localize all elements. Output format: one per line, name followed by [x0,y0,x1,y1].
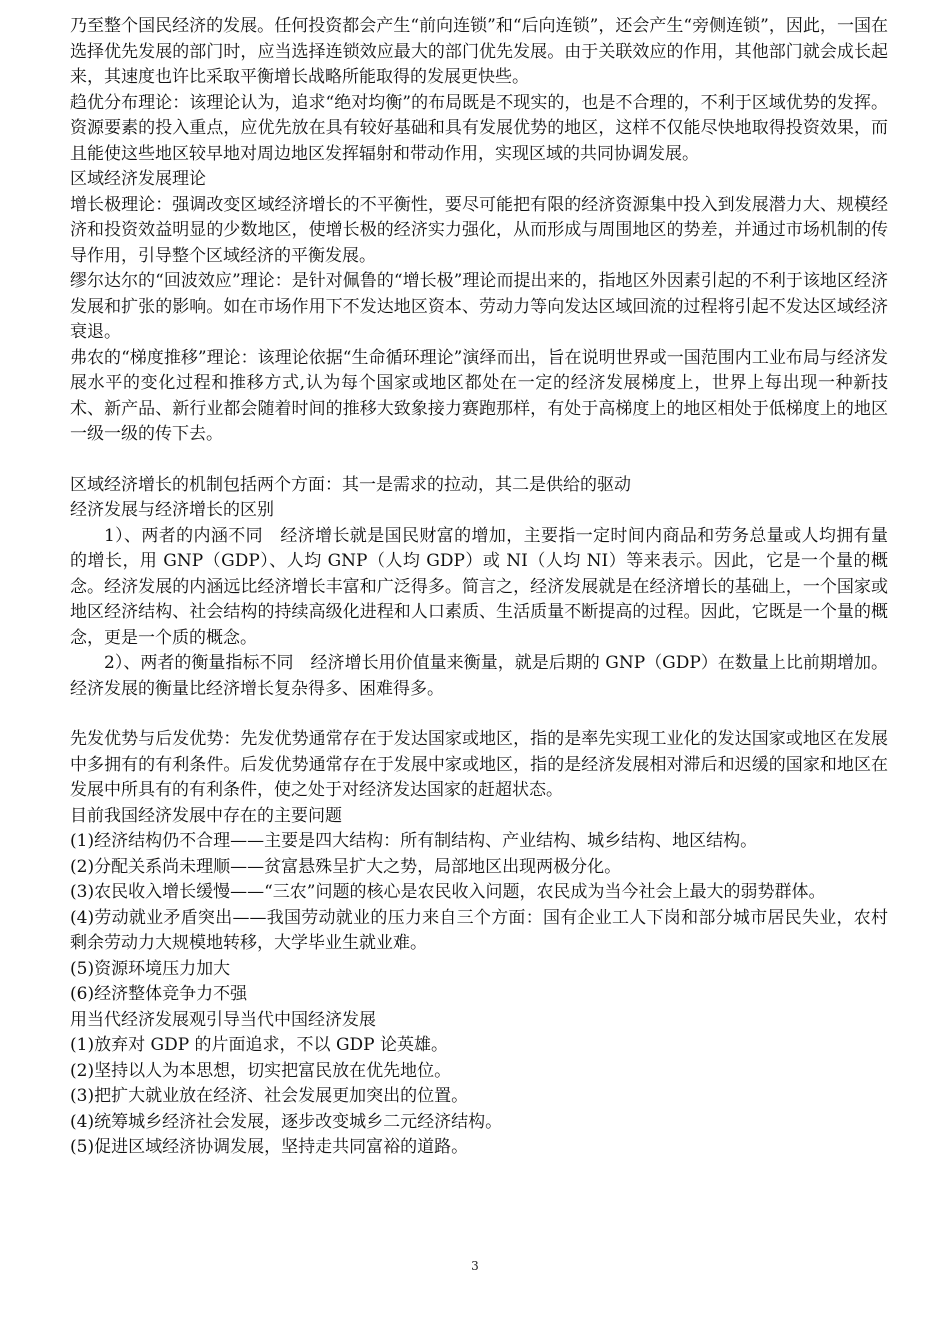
heading-regional-economic-theory: 区域经济发展理论 [70,169,206,189]
list-item-problem-4: (4)劳动就业矛盾突出——我国劳动就业的压力来自三个方面：国有企业工人下岗和部分城市居民失业，农村剩余劳动力大规模地转移，大学毕业生就业难。 [70,907,888,953]
list-item-guidance-4: (4)统筹城乡经济社会发展，逐步改变城乡二元经济结构。 [70,1111,503,1132]
paragraph-growth-pole-theory: 增长极理论：强调改变区域经济增长的不平衡性，要尽可能把有限的经济资源集中投入到发展潜力大、规模经济和投资效益明显的少数地区，使增长极的经济实力强化，从而形成与周围地区的势差，并通过市场机制的传导作用，引导整个区域经济的平衡发展。 [70,194,888,266]
page-number: 3 [471,1259,479,1273]
list-item-problem-2: (2)分配关系尚未理顺——贫富悬殊呈扩大之势，局部地区出现两极分化。 [70,856,622,877]
list-item-guidance-3: (3)把扩大就业放在经济、社会发展更加突出的位置。 [70,1086,469,1106]
paragraph-gradient-shift-theory: 弗农的“梯度推移”理论：该理论依据“生命循环理论”演绎而出，旨在说明世界或一国范围内工业布局与经济发展水平的变化过程和推移方式,认为每个国家或地区都处在一定的经济发展梯度上，世界上每出现一种新技术、新产品、新行业都会随着时间的推移大致象接力赛跑那样，有处于高梯度上的地区相处于低梯度上的地区一级一级的传下去。 [70,347,888,444]
heading-development-guidance: 用当代经济发展观引导当代中国经济发展 [70,1009,376,1030]
paragraph-difference-indicators: 2）、两者的衡量指标不同 经济增长用价值量来衡量，就是后期的 GNP（GDP）在数量上比前期增加。经济发展的衡量比经济增长复杂得多、困难得多。 [70,653,888,699]
heading-development-vs-growth: 经济发展与经济增长的区别 [70,500,274,520]
list-item-problem-5: (5)资源环境压力加大 [70,958,231,979]
paragraph-first-mover-late-mover: 先发优势与后发优势：先发优势通常存在于发达国家或地区，指的是率先实现工业化的发达国家或地区在发展中多拥有的有利条件。后发优势通常存在于发展中家或地区，指的是经济发展相对滞后和迟缓的国家和地区在发展中所具有的有利条件，使之处于对经济发达国家的赶超状态。 [70,729,888,800]
blank-line [70,702,888,727]
paragraph-difference-connotation: 1）、两者的内涵不同 经济增长就是国民财富的增加，主要指一定时间内商品和劳务总量或人均拥有量的增长，用 GNP（GDP）、人均 GNP（人均 GDP）或 NI（人均 NI）等来表示。因此，它是一个量的概念。经济发展的内涵远比经济增长丰富和广泛得多。简言之，经济发展就是在经济增长的基础上，一个国家或地区经济结构、社会结构的持续高级化进程和人口素质、生活质量不断提高的过程。因此，它既是一个量的概念，更是一个质的概念。 [70,525,888,648]
paragraph-linkage-effects: 乃至整个国民经济的发展。任何投资都会产生“前向连锁”和“后向连锁”，还会产生“旁侧连锁”，因此，一国在选择优先发展的部门时，应当选择连锁效应最大的部门优先发展。由于关联效应的作用，其他部门就会成长起来，其速度也许比采取平衡增长战略所能取得的发展更快些。 [70,16,888,87]
paragraph-preferential-distribution-theory: 趋优分布理论：该理论认为，追求“绝对均衡”的布局既是不现实的，也是不合理的，不利于区域优势的发挥。资源要素的投入重点，应优先放在具有较好基础和具有发展优势的地区，这样不仅能尽快地取得投资效果，而且能使这些地区较早地对周边地区发挥辐射和带动作用，实现区域的共同协调发展。 [70,92,888,164]
document-page [70,14,888,1161]
list-item-problem-1: (1)经济结构仍不合理——主要是四大结构：所有制结构、产业结构、城乡结构、地区结构。 [70,831,758,851]
list-item-problem-3: (3)农民收入增长缓慢——“三农”问题的核心是农民收入问题，农民成为当今社会上最大的弱势群体。 [70,882,826,902]
paragraph-backwash-effect-theory: 缪尔达尔的“回波效应”理论：是针对佩鲁的“增长极”理论而提出来的，指地区外因素引起的不利于该地区经济发展和扩张的影响。如在市场作用下不发达地区资本、劳动力等向发达区域回流的过程将引起不发达区域经济衰退。 [70,271,888,342]
blank-line [70,448,888,473]
list-item-problem-6: (6)经济整体竞争力不强 [70,984,248,1004]
paragraph-growth-mechanism: 区域经济增长的机制包括两个方面：其一是需求的拉动，其二是供给的驱动 [70,474,631,495]
heading-current-problems: 目前我国经济发展中存在的主要问题 [70,805,342,826]
list-item-guidance-5: (5)促进区域经济协调发展，坚持走共同富裕的道路。 [70,1137,469,1157]
list-item-guidance-1: (1)放弃对 GDP 的片面追求，不以 GDP 论英雄。 [70,1035,448,1055]
list-item-guidance-2: (2)坚持以人为本思想，切实把富民放在优先地位。 [70,1060,452,1081]
